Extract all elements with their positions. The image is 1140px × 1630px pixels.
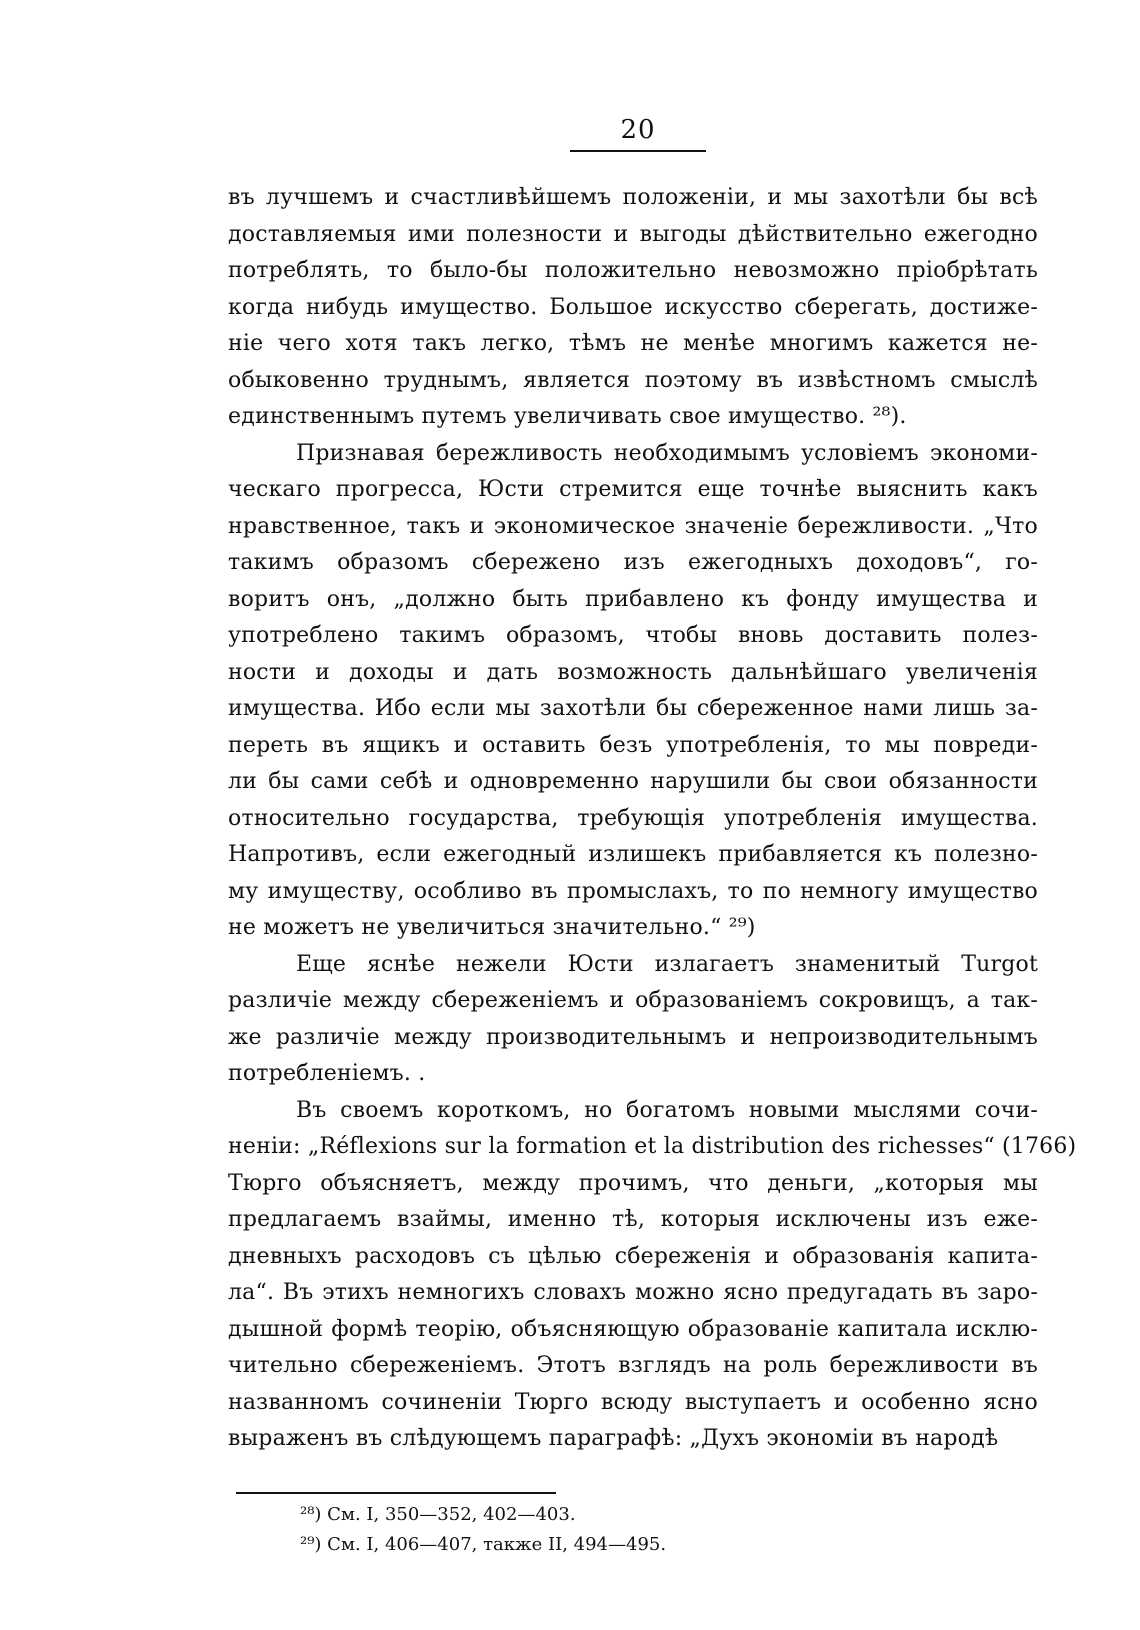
text-line: Признавая бережливость необходимымъ условіемъ экономи- [296,440,1038,466]
footnotes [300,1500,900,1560]
text-line: му имуществу, особливо въ промыслахъ, то по немногу имущество [228,878,1038,904]
footnote-29: ²⁹) См. I, 406—407, также II, 494—495. [300,1534,667,1555]
text-line: ли бы сами себѣ и одновременно нарушили бы свои обязанности [228,769,1038,794]
text-line: Еще яснѣе нежели Юсти излагаетъ знаменитый Turgot [296,951,1038,977]
footnote-28: ²⁸) См. I, 350—352, 402—403. [300,1504,576,1525]
paragraph [228,1093,1077,1458]
text-line: переть въ ящикъ и оставить безъ употребленія, то мы повреди- [228,732,1038,758]
text-line: потреблять, то было-бы положительно невозможно пріобрѣтать [228,258,1038,283]
body-text [228,180,1077,1458]
text-line: ла“. Въ этихъ немногихъ словахъ можно ясно предугадать въ заро- [228,1280,1038,1305]
paragraph [228,180,1038,436]
footnote-separator [236,1492,556,1494]
text-line: дышной формѣ теорію, объясняющую образованіе капитала исклю- [228,1316,1038,1342]
text-line: обыковенно труднымъ, является поэтому въ извѣстномъ смыслѣ [228,367,1038,393]
text-line: чительно сбереженіемъ. Этотъ взглядъ на роль бережливости въ [228,1353,1038,1378]
text-line: въ лучшемъ и счастливѣйшемъ положеніи, и мы захотѣли бы всѣ [228,185,1038,210]
page-number: 20 [620,115,656,145]
text-line: доставляемыя ими полезности и выгоды дѣйствительно ежегодно [228,221,1038,247]
text-line: когда нибудь имущество. Большое искусство сберегать, достиже- [228,294,1038,320]
text-line: нравственное, такъ и экономическое значеніе бережливости. „Что [228,513,1038,539]
paragraph [228,947,1038,1093]
text-line: имущества. Ибо если мы захотѣли бы сбереженное нами лишь за- [228,696,1038,721]
text-line: ніе чего хотя такъ легко, тѣмъ не менѣе многимъ кажется не- [228,331,1038,356]
text-line: же различіе между производительнымъ и непроизводительнымъ [228,1024,1038,1050]
text-line: неніи: „Réflexions sur la formation et la distribution des richesses“ (1766) [228,1134,1077,1159]
text-line: такимъ образомъ сбережено изъ ежегодныхъ доходовъ“, го- [228,550,1038,575]
text-line: ческаго прогресса, Юсти стремится еще точнѣе выяснить какъ [228,477,1038,502]
text-line: Въ своемъ короткомъ, но богатомъ новыми мыслями сочи- [296,1097,1038,1123]
text-line: относительно государства, требующія употребленія имущества. [228,805,1038,831]
page-number-rule [570,150,706,152]
text-line: различіе между сбереженіемъ и образованіемъ сокровищъ, а так- [228,988,1038,1013]
text-line: Напротивъ, если ежегодный излишекъ прибавляется къ полезно- [228,842,1038,867]
text-line: воритъ онъ, „должно быть прибавлено къ фонду имущества и [228,586,1038,612]
text-line: Тюрго объясняетъ, между прочимъ, что деньги, „которыя мы [228,1170,1038,1196]
text-line: единственнымъ путемъ увеличивать свое имущество. ²⁸). [228,404,907,429]
text-line: употреблено такимъ образомъ, чтобы вновь доставить полез- [228,623,1038,648]
paragraph [228,436,1038,947]
text-line: потребленіемъ. . [228,1061,426,1086]
text-line: выраженъ въ слѣдующемъ параграфѣ: „Духъ экономіи въ народѣ [228,1426,999,1451]
text-line: предлагаемъ взаймы, именно тѣ, которыя исключены изъ еже- [228,1207,1038,1232]
text-line: ности и доходы и дать возможность дальнѣйшаго увеличенія [228,659,1038,685]
text-line: дневныхъ расходовъ съ цѣлью сбереженія и образованія капита- [228,1243,1038,1269]
text-line: не можетъ не увеличиться значительно.“ ²⁹) [228,915,756,940]
text-line: названномъ сочиненіи Тюрго всюду выступаетъ и особенно ясно [228,1389,1038,1415]
